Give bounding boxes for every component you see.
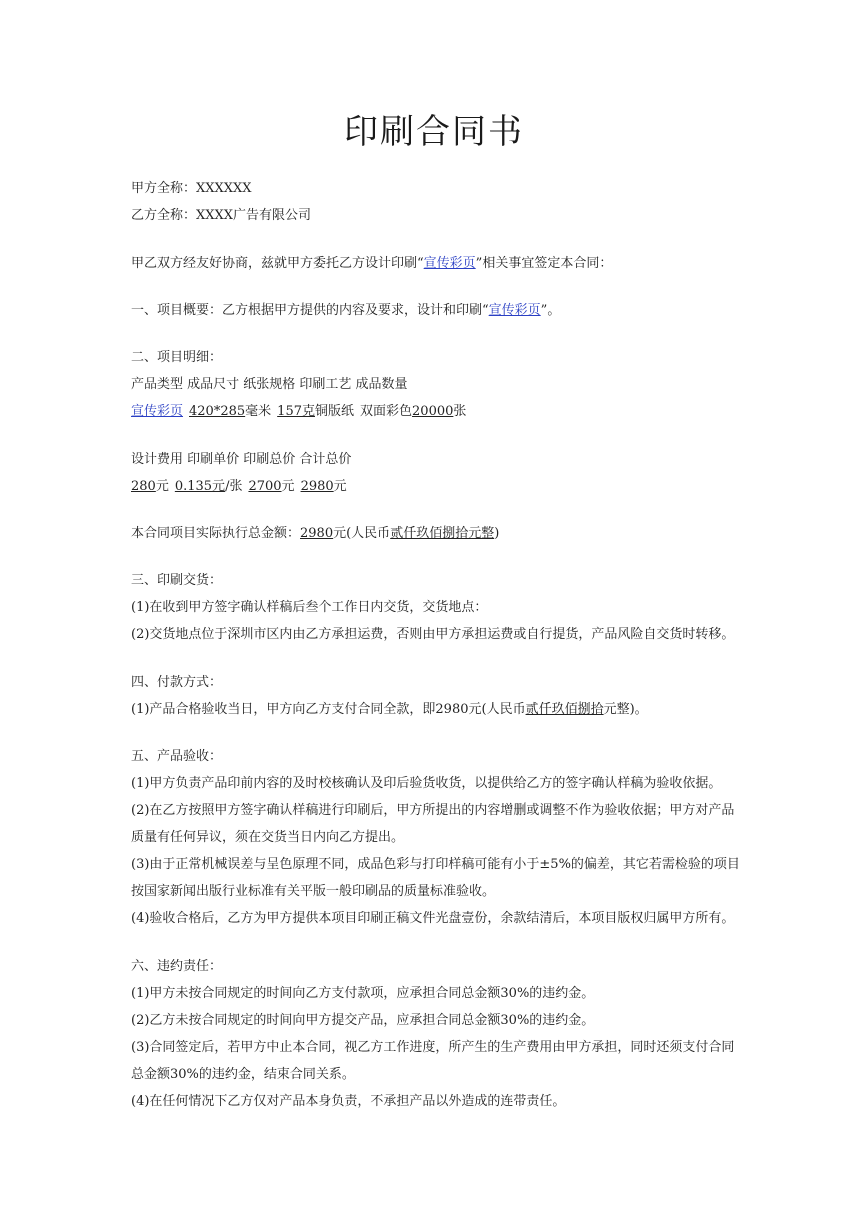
design-fee-value: 280 [131,479,156,494]
product-paper-value: 157克 [277,404,315,419]
section1-text-after: ”。 [540,303,561,318]
grand-total-value: 2980 [300,479,334,494]
payment-text-before: (1)产品合格验收当日，甲方向乙方支付合同全款，即2980元(人民币 [131,702,526,717]
document-title: 印刷合同书 [344,112,524,152]
section6-line-1: (1)甲方未按合同规定的时间向乙方支付款项，应承担合同总金额30%的违约金。 [131,986,595,1001]
section3-item-1: (1)在收到甲方签字确认样稿后叁个工作日内交货，交货地点： [131,600,488,615]
section6-line-3: (3)合同签定后，若甲方中止本合同，视乙方工作进度，所产生的生产费用由甲方承担，同时还须支付合同 [131,1040,735,1055]
product-table-headers: 产品类型 成品尺寸 纸张规格 印刷工艺 成品数量 [131,377,408,392]
section6-line-2: (2)乙方未按合同规定的时间向甲方提交产品，应承担合同总金额30%的违约金。 [131,1013,595,1028]
section3-heading: 三、印刷交货： [131,573,223,588]
section5-line-6: (4)验收合格后，乙方为甲方提供本项目印刷正稿文件光盘壹份，余款结清后，本项目版权归属甲方所有。 [131,911,735,926]
total-amount-line [131,525,499,543]
total-amount-close: ) [494,526,500,541]
total-amount-capital: 贰仟玖佰捌拾元整 [390,526,495,541]
design-fee-unit: 元 [155,479,169,494]
grand-total-unit: 元 [333,479,347,494]
unit-price-suffix: /张 [225,479,243,494]
product-size-value: 420*285 [189,404,246,419]
section1-product-link[interactable]: 宣传彩页 [488,303,541,318]
product-process: 双面彩色 [360,404,413,419]
section3-item-2: (2)交货地点位于深圳市区内由乙方承担运费，否则由甲方承担运费或自行提货，产品风险自交货时转移。 [131,627,735,642]
total-amount-mid: 元(人民币 [333,526,391,541]
intro-product-link[interactable]: 宣传彩页 [423,256,476,271]
section5-line-5: 按国家新闻出版行业标准有关平版一般印刷品的质量标准验收。 [131,884,496,899]
section5-line-4: (3)由于正常机械误差与呈色原理不同，成品色彩与打印样稿可能有小于±5%的偏差，其它若需检验的项目 [131,857,740,872]
product-table-row [131,403,466,421]
print-total-unit: 元 [281,479,295,494]
print-total-value: 2700 [248,479,282,494]
product-quantity-unit: 张 [453,404,467,419]
party-a-line: 甲方全称：XXXXXX [131,181,252,196]
section4-item-1 [131,701,648,719]
intro-paragraph [131,255,612,273]
intro-text-before: 甲乙双方经友好协商，兹就甲方委托乙方设计印刷“ [131,256,424,271]
unit-price-value: 0.135元 [174,479,226,494]
cost-table-row [131,478,347,496]
product-type-link[interactable]: 宣传彩页 [131,404,184,419]
intro-text-after: ”相关事宜签定本合同： [475,256,613,271]
section1-paragraph [131,302,560,320]
product-quantity-value: 20000 [412,404,454,419]
total-amount-label: 本合同项目实际执行总金额： [131,526,301,541]
section6-line-5: (4)在任何情况下乙方仅对产品本身负责，不承担产品以外造成的连带责任。 [131,1094,566,1109]
section2-heading: 二、项目明细： [131,350,223,365]
product-paper-rest: 铜版纸 [315,404,355,419]
total-amount-value: 2980 [300,526,334,541]
section5-line-1: (1)甲方负责产品印前内容的及时校核确认及印后验货收货，以提供给乙方的签字确认样稿为验收依据。 [131,776,722,791]
party-b-line: 乙方全称：XXXX广告有限公司 [131,208,312,223]
product-size-unit: 毫米 [245,404,272,419]
section6-heading: 六、违约责任： [131,959,223,974]
section5-line-3: 质量有任何异议，须在交货当日内向乙方提出。 [131,830,405,845]
section5-heading: 五、产品验收： [131,749,223,764]
section4-heading: 四、付款方式： [131,675,223,690]
payment-text-after: 元整)。 [603,702,648,717]
section6-line-4: 总金额30%的违约金，结束合同关系。 [131,1067,355,1082]
payment-capital-amount: 贰仟玖佰捌拾 [525,702,604,717]
section1-text-before: 一、项目概要：乙方根据甲方提供的内容及要求，设计和印刷“ [131,303,489,318]
cost-table-headers: 设计费用 印刷单价 印刷总价 合计总价 [131,452,352,467]
section5-line-2: (2)在乙方按照甲方签字确认样稿进行印刷后，甲方所提出的内容增删或调整不作为验收依据；甲方对产品 [131,803,735,818]
